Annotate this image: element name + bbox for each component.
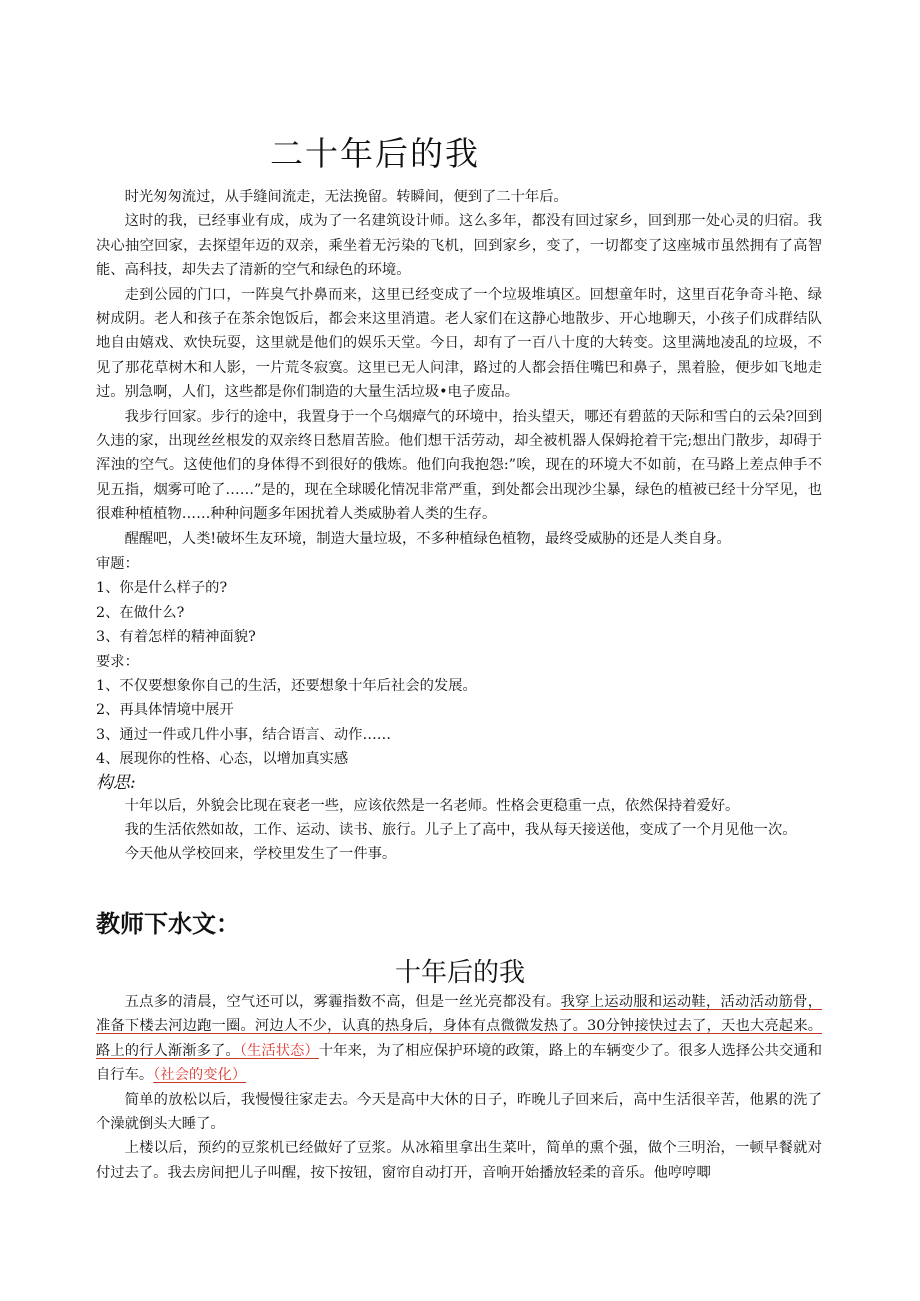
yaoqiu-item: 4、展现你的性格、心态，以增加真实感 — [96, 751, 349, 768]
essay-paragraph: 走到公园的门口，一阵臭气扑鼻而来，这里已经变成了一个垃圾堆填区。回想童年时，这里百花争奇斗艳、绿树成阴。老人和孩子在茶余饱饭后，都会来这里消遣。老人家们在这静心地散步、开心地聊天，小孩子们成群结队地自由嬉戏、欢快玩耍，这里就是他们的娱乐天堂。今日，却有了一百八十度的大转变。这里满地凌乱的垃圾，不见了那花草树木和人影，一片荒冬寂寞。这里已无人问津，路过的人都会捂住嘴巴和鼻子，黑着脸，便步如飞地走过。别急啊，人们，这些都是你们制造的大量生活垃圾•电子废品。 — [96, 286, 822, 401]
yaoqiu-item: 1、不仅要想象你自己的生活，还要想象十年后社会的发展。 — [96, 678, 477, 695]
underlined-text: 我穿上运动服和运动鞋，活动活动筋骨，准备下楼去河边跑一圈。河边人不少，认真的热身后，身体有点微微发热了。30分钟接快过去了，天也大亮起来。路上的行人渐渐多了。 — [96, 994, 823, 1059]
model-text: 十年来，为了相应保护环境的政策，路上的车辆变少了。很多人选择公共交通和自行车。 — [96, 1042, 823, 1084]
model-paragraph: 上楼以后，预约的豆浆机已经做好了豆浆。从冰箱里拿出生菜叶，简单的熏个强，做个三明治，一顿早餐就对付过去了。我去房间把儿子叫醒，按下按钮，窗帘自动打开，音响开始播放轻柔的音乐。他哼哼唧 — [96, 1140, 822, 1181]
essay-paragraph: 时光匆匆流过，从手缝间流走，无法挽留。转瞬间，便到了二十年后。 — [124, 189, 568, 205]
essay-title: 二十年后的我 — [270, 134, 480, 173]
yaoqiu-label: 要求： — [96, 653, 139, 670]
gousi-paragraph: 十年以后，外貌会比现在衰老一些，应该依然是一名老师。性格会更稳重一点，依然保持着爱好。 — [124, 797, 740, 814]
shenti-label: 审题： — [96, 556, 139, 572]
yaoqiu-item: 3、通过一件或几件小事，结合语言、动作…… — [96, 726, 392, 743]
essay-paragraph: 这时的我，已经事业有成，成为了一名建筑设计师。这么多年，都没有回过家乡，回到那一处心灵的归宿。我决心抽空回家，去探望年迈的双亲，乘坐着无污染的飞机，回到家乡，变了，一切都变了这座城市虽然拥有了高智能、高科技，却失去了清新的空气和绿色的环境。 — [96, 213, 822, 279]
model-title: 十年后的我 — [394, 958, 525, 988]
essay-body — [96, 185, 822, 551]
essay-paragraph: 我步行回家。步行的途中，我置身于一个乌烟瘴气的环境中，抬头望天，哪还有碧蓝的天际和雪白的云朵?回到久违的家，出现丝丝根发的双亲终日愁眉苦脸。他们想干活劳动，却全被机器人保姆抢着干完;想出门散步，却碍于浑浊的空气。这使他们的身体得不到很好的俄炼。他们向我抱怨:”唉，现在的环境大不如前，在马路上差点伸手不见五指，烟雾可呛了……”是的，现在全球暖化情况非常严重，到处都会出现沙尘暴，绿色的植被已经十分罕见，也很难种植植物……种种问题多年困扰着人类威胁着人类的生存。 — [96, 408, 822, 523]
essay-paragraph: 醒醒吧，人类!破坏生友环境，制造大量垃圾，不多种植绿色植物，最终受威胁的还是人类自身。 — [124, 530, 731, 547]
gousi-label: 构思: — [96, 772, 136, 793]
teacher-heading: 教师下水文： — [96, 910, 240, 938]
model-paragraph — [96, 990, 822, 1088]
model-paragraph: 简单的放松以后，我慢慢往家走去。今天是高中大休的日子，昨晚儿子回来后，高中生活很辛苦，他累的洗了个澡就倒头大睡了。 — [96, 1091, 822, 1133]
yaoqiu-item: 2、再具体情境中展开 — [96, 702, 234, 719]
model-text: 五点多的清晨，空气还可以，雾霾指数不高，但是一丝光亮都没有。 — [124, 994, 561, 1010]
gousi-paragraph: 我的生活依然如故，工作、运动、读书、旅行。儿子上了高中，我从每天接送他，变成了一个月见他一次。 — [124, 822, 797, 839]
annotation-life-state: （生活状态） — [239, 1042, 319, 1059]
gousi-paragraph: 今天他从学校回来，学校里发生了一件事。 — [124, 846, 397, 863]
shenti-item: 3、有着怎样的精神面貌? — [96, 629, 256, 646]
shenti-item: 1、你是什么样子的? — [96, 580, 228, 597]
shenti-item: 2、在做什么? — [96, 604, 185, 621]
shenti-section — [96, 552, 822, 867]
model-essay — [96, 990, 822, 1185]
annotation-social-change: （社会的变化） — [153, 1067, 247, 1084]
